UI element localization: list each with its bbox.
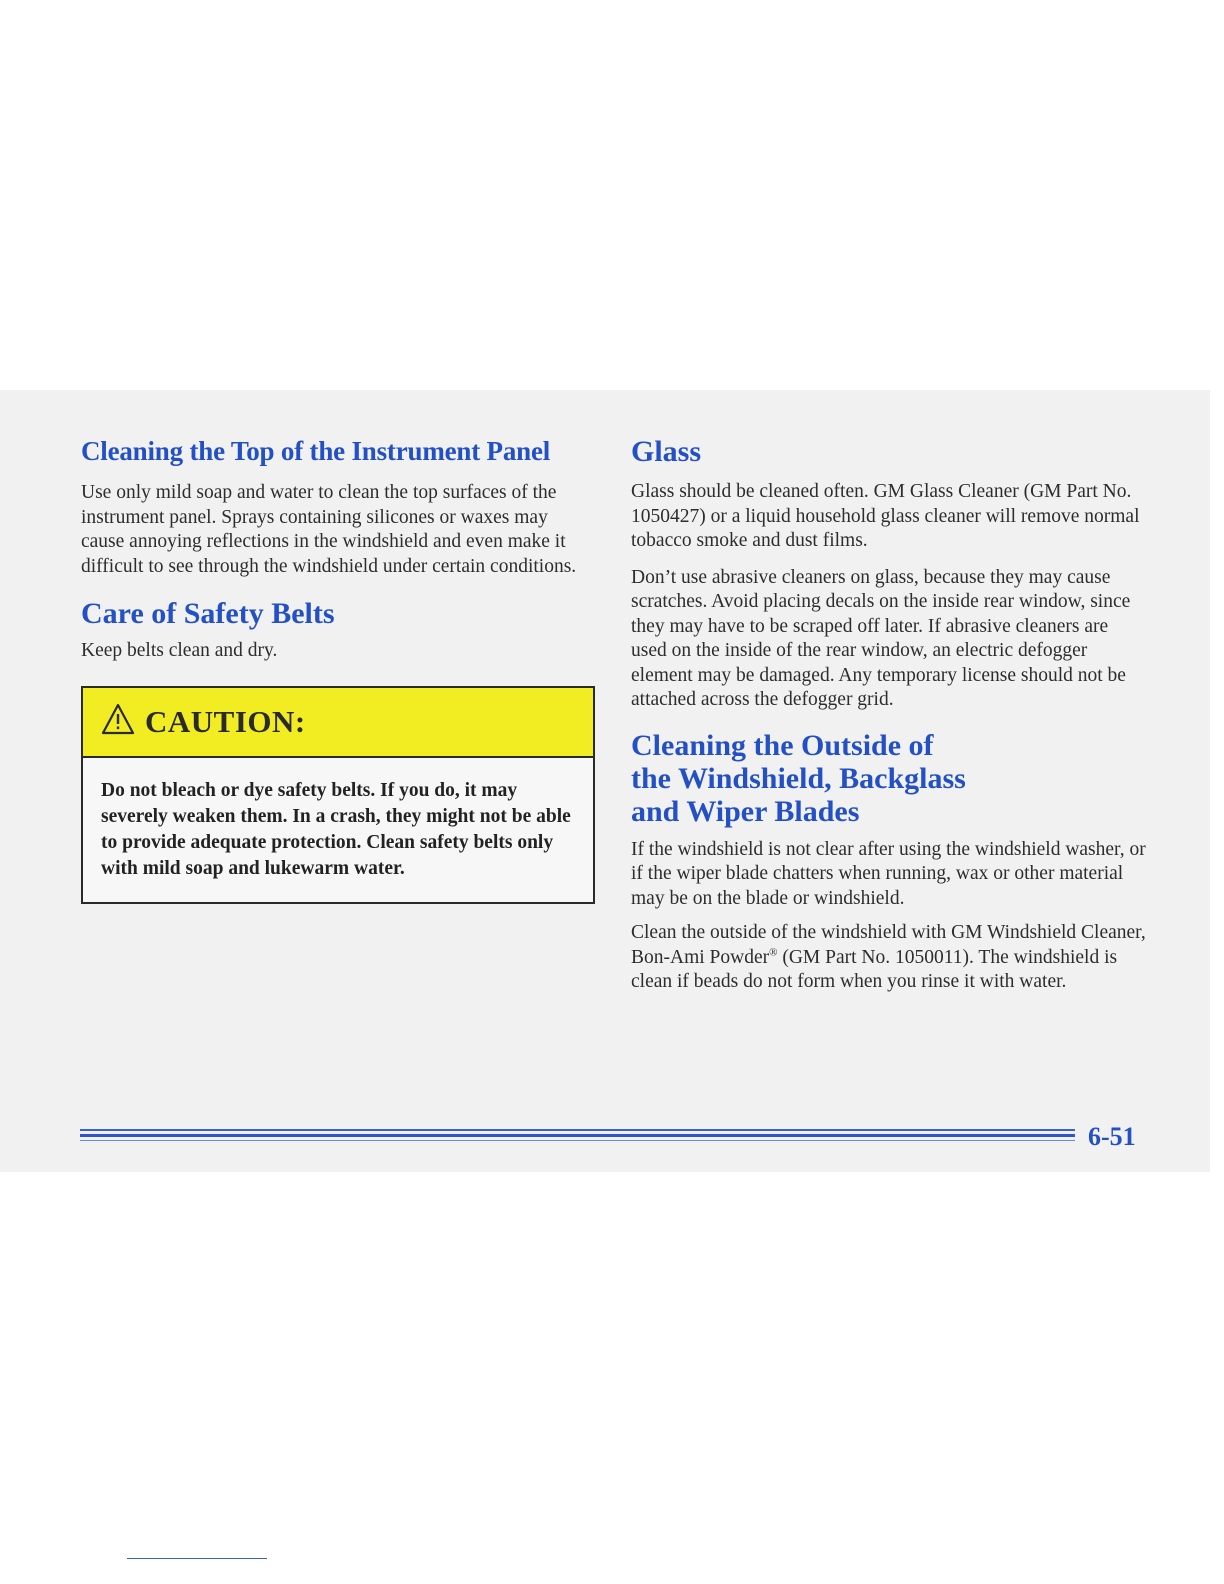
glass-heading: Glass	[631, 435, 702, 468]
caution-title: CAUTION:	[145, 703, 306, 739]
glass-text-1: Glass should be cleaned often. GM Glass Cleaner (GM Part No. 1050427) or a liquid household glass cleaner will remove normal tobacco smoke and dust films.	[631, 481, 1140, 551]
footer-rule-line	[80, 1129, 1075, 1131]
windshield-text-2b: (GM Part No. 1050011). The windshield is clean if beads do not form when you rinse it with water.	[631, 946, 1118, 992]
instrument-panel-text: Use only mild soap and water to clean the top surfaces of the instrument panel. Sprays containing silicones or waxes may cause annoying reflections in the windshield and even make it difficult to see through the windshield under certain conditions.	[81, 482, 577, 577]
windshield-text-1: If the windshield is not clear after using the windshield washer, or if the wiper blade chatters when running, wax or other material may be on the blade or windshield.	[631, 838, 1146, 909]
footer-rule-line	[80, 1140, 1075, 1141]
registered-mark: ®	[769, 946, 778, 958]
right-column	[631, 432, 1146, 995]
windshield-text-2	[631, 921, 1146, 995]
windshield-heading-line-1: Cleaning the Outside of	[631, 728, 934, 762]
caution-header	[83, 688, 593, 758]
caution-box	[81, 686, 595, 904]
caution-body: Do not bleach or dye safety belts. If you do, it may severely weaken them. In a crash, they might not be able to provide adequate protection. Clean safety belts only with mild soap and lukewarm water.	[101, 779, 571, 879]
glass-text-2: Don’t use abrasive cleaners on glass, because they may cause scratches. Avoid placing decals on the inside rear window, since they may have to be scraped off later. If abrasive cleaners are used on the inside of the rear window, an electric defogger element may be damaged. Any temporary license should not be attached across the defogger grid.	[631, 566, 1131, 710]
footer-rule	[80, 1129, 1075, 1143]
windshield-text-2a: Clean the outside of the windshield with GM Windshield Cleaner, Bon-Ami Powder	[631, 922, 1146, 968]
safety-belts-text: Keep belts clean and dry.	[81, 640, 278, 661]
bottom-rule	[127, 1558, 267, 1559]
warning-triangle-icon	[101, 703, 145, 740]
windshield-heading-line-2: the Windshield, Backglass	[631, 761, 966, 795]
left-column	[81, 432, 593, 904]
windshield-heading-line-3: and Wiper Blades	[631, 794, 860, 828]
footer-rule-line	[80, 1134, 1075, 1137]
page-number: 6-51	[1088, 1122, 1136, 1151]
instrument-panel-heading: Cleaning the Top of the Instrument Panel	[81, 436, 551, 466]
safety-belts-heading: Care of Safety Belts	[81, 597, 335, 630]
